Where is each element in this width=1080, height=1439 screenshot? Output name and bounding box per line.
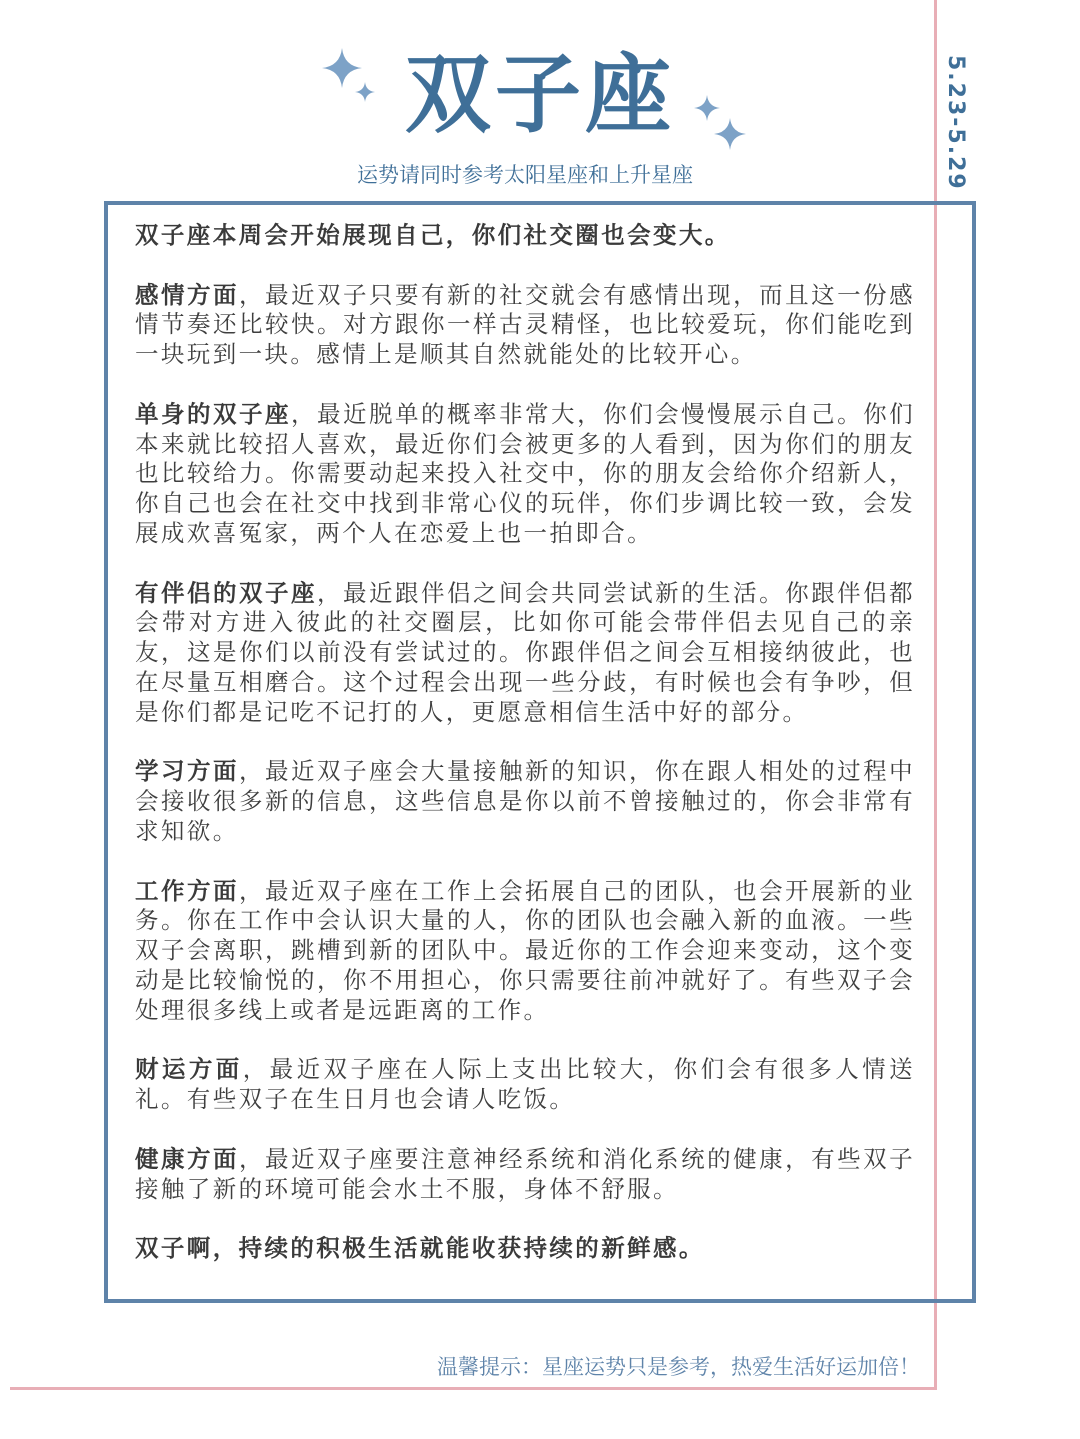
section-paragraph: [135, 877, 915, 1026]
section-paragraph: [135, 400, 915, 549]
section-text: ，最近双子座会大量接触新的知识，你在跟人相处的过程中会接收很多新的信息，这些信息是你以前不曾接触过的，你会非常有求知欲。: [135, 757, 915, 845]
closing-paragraph: [135, 1234, 915, 1264]
horoscope-body: [135, 221, 915, 1294]
section-paragraph: [135, 579, 915, 728]
intro-paragraph: [135, 221, 915, 251]
section-heading: 有伴侣的双子座: [135, 578, 318, 607]
section-text: ，最近双子座在工作上会拓展自己的团队，也会开展新的业务。你在工作中会认识大量的人，你的团队也会融入新的血液。一些双子会离职，跳槽到新的团队中。最近你的工作会迎来变动，这个变动是比较愉悦的，你不用担心，你只需要往前冲就好了。有些双子会处理很多线上或者是远距离的工作。: [135, 876, 915, 1024]
section-text: ，最近双子座在人际上支出比较大，你们会有很多人情送礼。有些双子在生日月也会请人吃饭。: [135, 1055, 915, 1114]
section-text: ，最近跟伴侣之间会共同尝试新的生活。你跟伴侣都会带对方进入彼此的社交圈层，比如你可能会带伴侣去见自己的亲友，这是你们以前没有尝试过的。你跟伴侣之间会互相接纳彼此，也在尽量互相磨合。这个过程会出现一些分歧，有时候也会有争吵，但是你们都是记吃不记打的人，更愿意相信生活中好的部分。: [135, 578, 915, 726]
section-heading: 财运方面: [135, 1055, 243, 1084]
page-title: 双子座: [405, 45, 675, 145]
section-paragraph: [135, 281, 915, 370]
page-subtitle: 运势请同时参考太阳星座和上升星座: [357, 163, 693, 187]
section-text: ，最近脱单的概率非常大，你们会慢慢展示自己。你们本来就比较招人喜欢，最近你们会被更多的人看到，因为你们的朋友也比较给力。你需要动起来投入社交中，你的朋友会给你介绍新人，你自己也会在社交中找到非常心仪的玩伴，你们步调比较一致，会发展成欢喜冤家，两个人在恋爱上也一拍即合。: [135, 399, 915, 547]
section-text: ，最近双子只要有新的社交就会有感情出现，而且这一份感情节奏还比较快。对方跟你一样古灵精怪，也比较爱玩，你们能吃到一块玩到一块。感情上是顺其自然就能处的比较开心。: [135, 280, 915, 369]
section-heading: 学习方面: [135, 757, 240, 786]
pink-horizontal-line: [10, 1387, 937, 1390]
section-paragraph: [135, 1055, 915, 1115]
intro-text: 双子座本周会开始展现自己，你们社交圈也会变大。: [135, 221, 731, 249]
section-heading: 健康方面: [135, 1144, 240, 1173]
section-paragraph: [135, 1145, 915, 1205]
section-paragraph: [135, 757, 915, 846]
date-range: 5.23-5.29: [943, 55, 968, 191]
sparkle-icon: [714, 118, 746, 150]
section-heading: 感情方面: [135, 280, 240, 309]
closing-text: 双子啊，持续的积极生活就能收获持续的新鲜感。: [135, 1234, 705, 1263]
section-heading: 单身的双子座: [135, 399, 292, 428]
section-heading: 工作方面: [135, 876, 240, 905]
section-text: ，最近双子座要注意神经系统和消化系统的健康，有些双子接触了新的环境可能会水土不服，身体不舒服。: [135, 1144, 915, 1203]
footer-tip: 温馨提示：星座运势只是参考，热爱生活好运加倍！: [437, 1355, 920, 1379]
sparkle-icon: [355, 82, 375, 102]
